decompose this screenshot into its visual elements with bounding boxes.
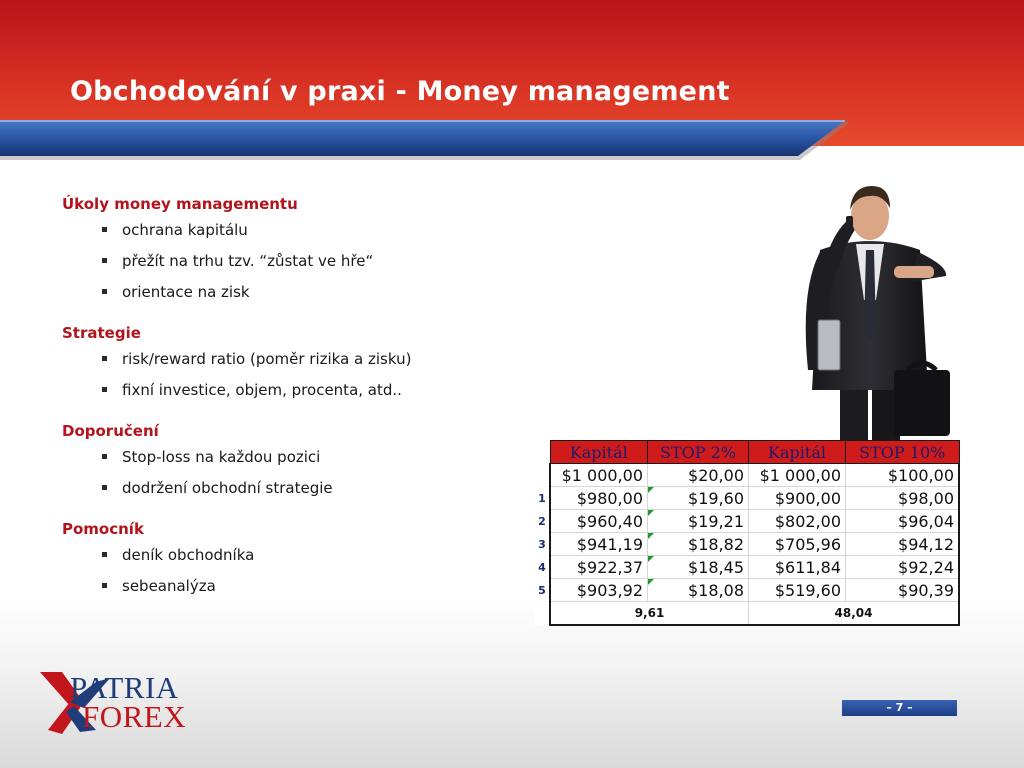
list-item bbox=[102, 447, 532, 478]
section-heading: Úkoly money managementu bbox=[62, 195, 298, 213]
column-header: Kapitál bbox=[550, 441, 648, 464]
square-bullet-icon bbox=[102, 583, 107, 588]
column-header: STOP 2% bbox=[648, 441, 749, 464]
table-cell: $941,19 bbox=[550, 533, 648, 556]
table-cell: $611,84 bbox=[749, 556, 846, 579]
square-bullet-icon bbox=[102, 258, 107, 263]
list-item bbox=[102, 380, 532, 411]
list-item-text: risk/reward ratio (poměr rizika a zisku) bbox=[122, 350, 412, 368]
table-cell: $98,00 bbox=[846, 487, 960, 510]
table-totals-row bbox=[535, 602, 959, 626]
section-heading: Strategie bbox=[62, 324, 141, 342]
table-header-row bbox=[535, 441, 959, 464]
square-bullet-icon bbox=[102, 356, 107, 361]
table-cell: $802,00 bbox=[749, 510, 846, 533]
row-number: 3 bbox=[538, 537, 546, 551]
content-list bbox=[62, 194, 532, 617]
table-row bbox=[535, 510, 959, 533]
list-item bbox=[102, 545, 532, 576]
table-row bbox=[535, 487, 959, 510]
list-item-text: přežít na trhu tzv. “zůstat ve hře“ bbox=[122, 252, 374, 270]
square-bullet-icon bbox=[102, 454, 107, 459]
list-item bbox=[102, 576, 532, 607]
table-cell: $519,60 bbox=[749, 579, 846, 602]
table-cell: $18,82 bbox=[648, 533, 749, 556]
table-cell: $960,40 bbox=[550, 510, 648, 533]
list-item bbox=[102, 478, 532, 509]
table-cell: $1 000,00 bbox=[749, 464, 846, 487]
section-heading: Pomocník bbox=[62, 520, 144, 538]
section-strategy bbox=[62, 323, 532, 411]
table-cell: $94,12 bbox=[846, 533, 960, 556]
row-number: 4 bbox=[538, 560, 546, 574]
businessman-illustration bbox=[790, 180, 960, 442]
table-cell: $19,60 bbox=[648, 487, 749, 510]
column-header: STOP 10% bbox=[846, 441, 960, 464]
list-item-text: deník obchodníka bbox=[122, 546, 255, 564]
list-item-text: dodržení obchodní strategie bbox=[122, 479, 333, 497]
table-row bbox=[535, 579, 959, 602]
table-row bbox=[535, 533, 959, 556]
list-item-text: Stop-loss na každou pozici bbox=[122, 448, 321, 466]
logo-text-forex: FOREX bbox=[82, 699, 187, 734]
logo-text-patria: PATRIA bbox=[70, 670, 179, 705]
table-cell: $1 000,00 bbox=[550, 464, 648, 487]
list-item-text: ochrana kapitálu bbox=[122, 221, 248, 239]
money-table bbox=[535, 440, 960, 626]
list-item bbox=[102, 220, 532, 251]
total-stop-10: 48,04 bbox=[749, 602, 960, 626]
table-cell: $90,39 bbox=[846, 579, 960, 602]
section-tasks bbox=[62, 194, 532, 313]
row-number: 5 bbox=[538, 583, 546, 597]
table-cell: $18,45 bbox=[648, 556, 749, 579]
square-bullet-icon bbox=[102, 289, 107, 294]
row-number: 2 bbox=[538, 514, 546, 528]
slide-title: Obchodování v praxi - Money management bbox=[70, 76, 730, 107]
bullet-list bbox=[62, 545, 532, 607]
row-number bbox=[535, 464, 550, 487]
blue-title-bar bbox=[0, 120, 852, 162]
page-number: – 7 – bbox=[842, 700, 957, 716]
table-cell: $96,04 bbox=[846, 510, 960, 533]
section-heading: Doporučení bbox=[62, 422, 159, 440]
table-cell: $900,00 bbox=[749, 487, 846, 510]
table-cell: $92,24 bbox=[846, 556, 960, 579]
section-recommendation bbox=[62, 421, 532, 509]
bullet-list bbox=[62, 447, 532, 509]
list-item bbox=[102, 349, 532, 380]
bullet-list bbox=[62, 349, 532, 411]
bullet-list bbox=[62, 220, 532, 313]
table-cell: $18,08 bbox=[648, 579, 749, 602]
total-stop-2: 9,61 bbox=[550, 602, 749, 626]
square-bullet-icon bbox=[102, 227, 107, 232]
table-cell: $903,92 bbox=[550, 579, 648, 602]
column-header: Kapitál bbox=[749, 441, 846, 464]
list-item bbox=[102, 251, 532, 282]
table-row bbox=[535, 464, 959, 487]
row-number: 1 bbox=[538, 491, 546, 505]
square-bullet-icon bbox=[102, 387, 107, 392]
square-bullet-icon bbox=[102, 485, 107, 490]
list-item-text: orientace na zisk bbox=[122, 283, 250, 301]
list-item-text: fixní investice, objem, procenta, atd.. bbox=[122, 381, 402, 399]
table-cell: $705,96 bbox=[749, 533, 846, 556]
table-cell: $100,00 bbox=[846, 464, 960, 487]
table-cell: $20,00 bbox=[648, 464, 749, 487]
list-item bbox=[102, 282, 532, 313]
list-item-text: sebeanalýza bbox=[122, 577, 216, 595]
table-cell: $980,00 bbox=[550, 487, 648, 510]
table-row bbox=[535, 556, 959, 579]
table-cell: $922,37 bbox=[550, 556, 648, 579]
square-bullet-icon bbox=[102, 552, 107, 557]
table-cell: $19,21 bbox=[648, 510, 749, 533]
section-helper bbox=[62, 519, 532, 607]
